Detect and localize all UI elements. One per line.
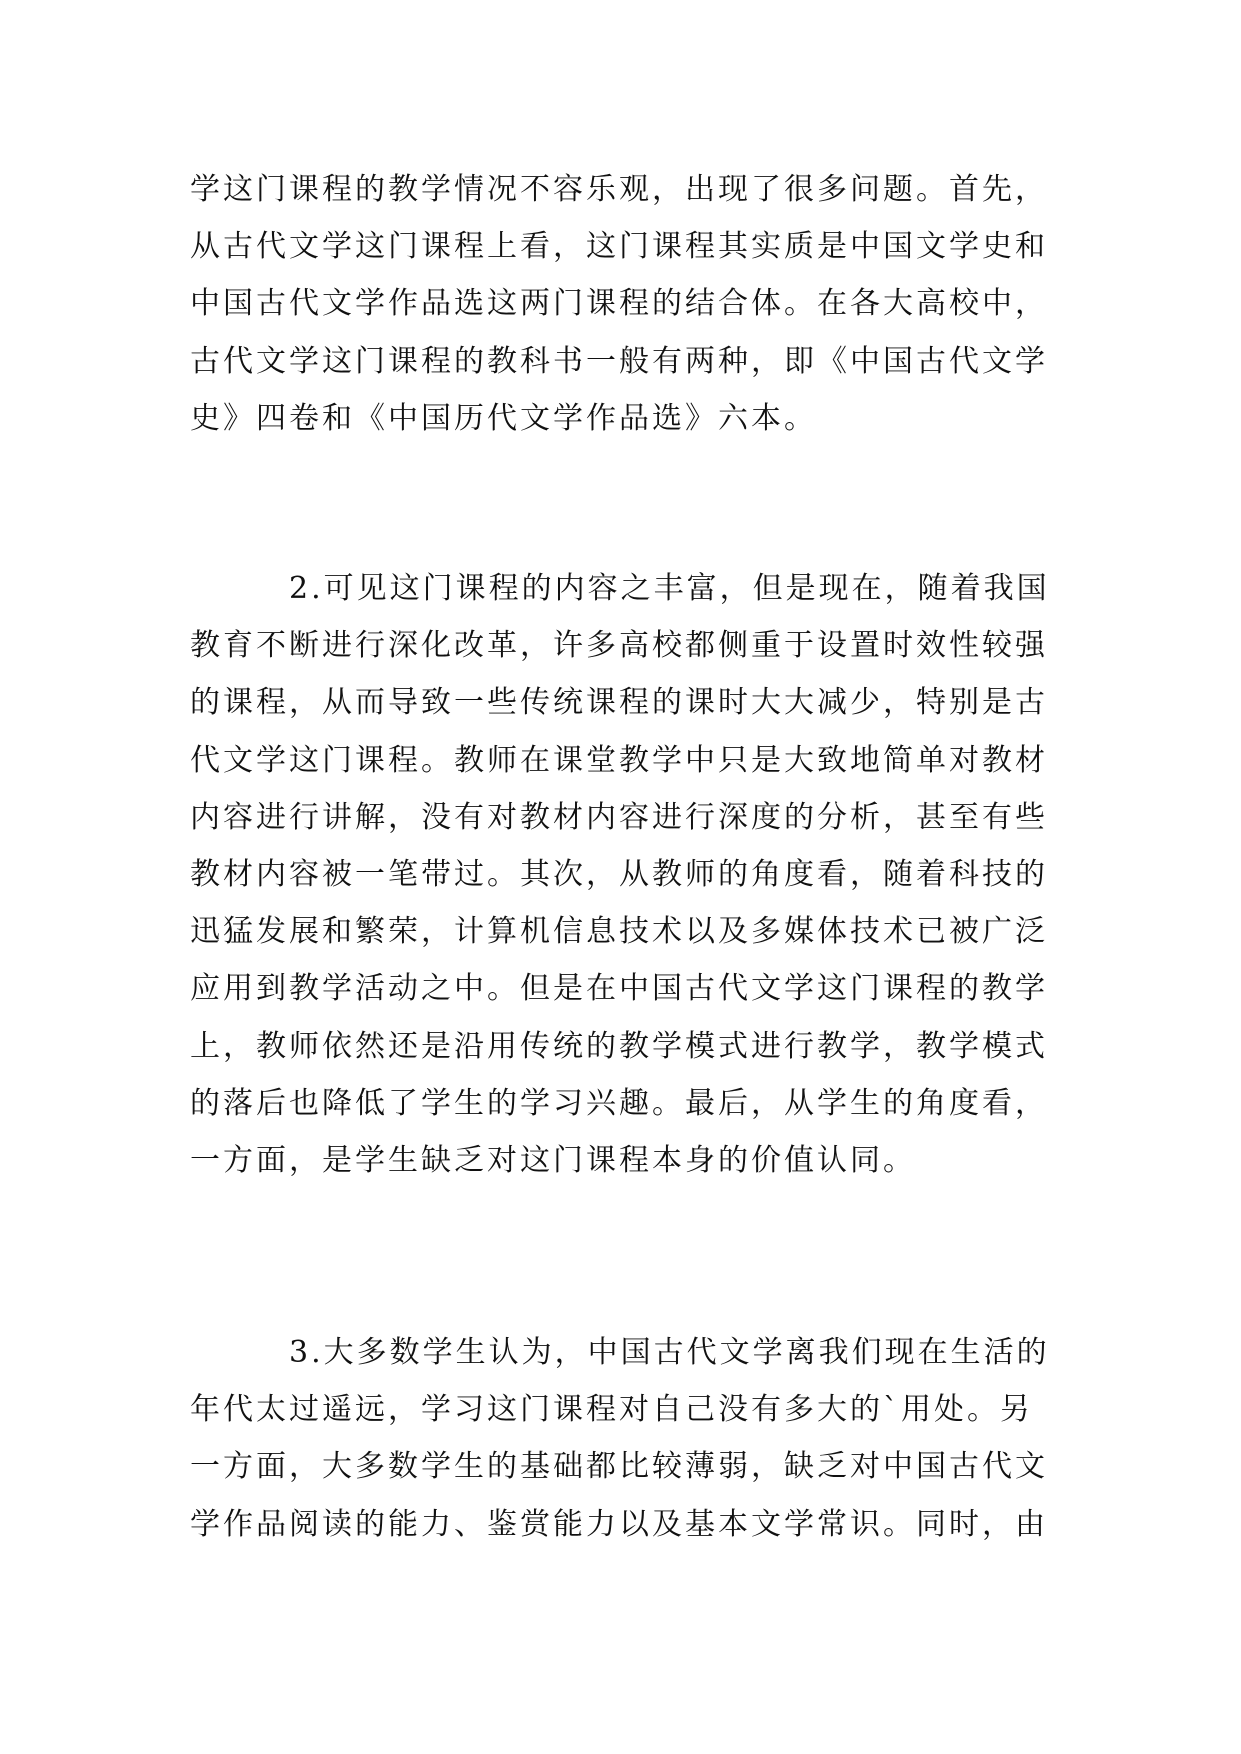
text-line: 学作品阅读的能力、鉴赏能力以及基本文学常识。同时，由	[190, 1506, 1048, 1542]
text-line: 代文学这门课程。教师在课堂教学中只是大致地简单对教材	[190, 742, 1048, 778]
text-line: 上，教师依然还是沿用传统的教学模式进行教学，教学模式	[190, 1028, 1048, 1064]
text-line: 2.可见这门课程的内容之丰富，但是现在，随着我国	[190, 571, 1050, 606]
text-line: 教育不断进行深化改革，许多高校都侧重于设置时效性较强	[190, 628, 1048, 664]
text-line: 年代太过遥远，学习这门课程对自己没有多大的`用处。另	[190, 1392, 1033, 1428]
text-line: 迅猛发展和繁荣，计算机信息技术以及多媒体技术已被广泛	[190, 914, 1048, 950]
paragraph-2	[190, 560, 1070, 1189]
text-line: 从古代文学这门课程上看，这门课程其实质是中国文学史和	[190, 229, 1048, 265]
text-line: 应用到教学活动之中。但是在中国古代文学这门课程的教学	[190, 971, 1048, 1007]
text-line: 内容进行讲解，没有对教材内容进行深度的分析，甚至有些	[190, 799, 1048, 835]
text-line: 古代文学这门课程的教科书一般有两种，即《中国古代文学	[190, 343, 1048, 379]
text-line: 的落后也降低了学生的学习兴趣。最后，从学生的角度看，	[190, 1085, 1048, 1121]
text-line: 的课程，从而导致一些传统课程的课时大大减少，特别是古	[190, 685, 1048, 721]
paragraph-3	[190, 1324, 1070, 1553]
text-line: 中国古代文学作品选这两门课程的结合体。在各大高校中，	[190, 286, 1048, 322]
text-line: 学这门课程的教学情况不容乐观，出现了很多问题。首先，	[190, 172, 1048, 207]
text-line: 3.大多数学生认为，中国古代文学离我们现在生活的	[190, 1335, 1050, 1370]
text-line: 史》四卷和《中国历代文学作品选》六本。	[190, 400, 817, 436]
paragraph-1	[190, 161, 1070, 447]
text-line: 一方面，大多数学生的基础都比较薄弱，缺乏对中国古代文	[190, 1449, 1048, 1485]
text-line: 教材内容被一笔带过。其次，从教师的角度看，随着科技的	[190, 856, 1048, 892]
text-line: 一方面，是学生缺乏对这门课程本身的价值认同。	[190, 1142, 916, 1178]
